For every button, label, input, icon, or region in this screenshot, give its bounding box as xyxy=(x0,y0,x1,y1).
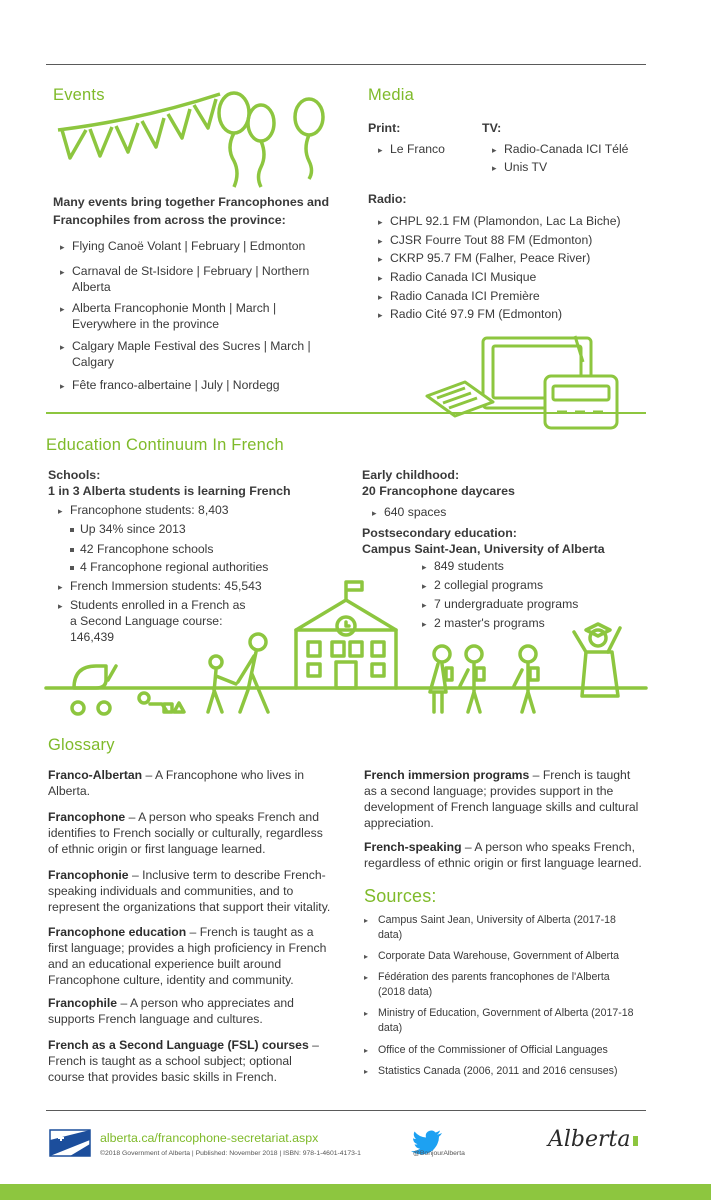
source-item: ▸ Office of the Commissioner of Official Languages xyxy=(364,1044,608,1056)
twitter-handle: @BonjourAlberta xyxy=(413,1150,465,1157)
glossary-entry: French as a Second Language (FSL) courses – French is taught as a school subject; optional course that provides basic skills in French. xyxy=(48,1038,319,1084)
event-item: ▸ Fête franco-albertaine | July | Nordegg xyxy=(60,378,280,392)
events-heading: Events xyxy=(53,86,105,104)
postsecondary-item: ▸ 2 master's programs xyxy=(422,616,545,630)
glossary-entry: Francophile – A person who appreciates and supports French language and cultures. xyxy=(48,996,294,1026)
tv-label: TV: xyxy=(482,121,502,135)
glossary-entry: Francophone – A person who speaks French and identifies to French socially or culturally, regardless of ethnic origin or first language learned. xyxy=(48,810,323,856)
radio-item: ▸ CHPL 92.1 FM (Plamondon, Lac La Biche) xyxy=(378,214,621,228)
print-label: Print: xyxy=(368,121,401,135)
event-item: ▸ Flying Canoë Volant | February | Edmonton xyxy=(60,239,306,253)
media-heading: Media xyxy=(368,86,414,104)
schools-item: ▸ Francophone students: 8,403 xyxy=(58,503,229,517)
early-item: ▸ 640 spaces xyxy=(372,505,447,519)
footer-color-bar xyxy=(0,1184,711,1200)
glossary-entry: Francophonie – Inclusive term to describe French-speaking individuals and communities, and to represent the organizations that support their vitality. xyxy=(48,868,331,914)
footer-divider xyxy=(46,1110,646,1111)
education-continuum-illustration xyxy=(46,590,646,730)
postsecondary-item: ▸ 849 students xyxy=(422,559,504,573)
events-media-divider xyxy=(46,412,646,414)
radio-item: ▸ CJSR Fourre Tout 88 FM (Edmonton) xyxy=(378,233,593,247)
tv-item: ▸ Radio-Canada ICI Télé xyxy=(492,142,629,156)
radio-label: Radio: xyxy=(368,192,407,206)
schools-subitem: 4 Francophone regional authorities xyxy=(70,559,320,575)
print-item: ▸ Le Franco xyxy=(378,142,445,156)
schools-item: ▸ Students enrolled in a French as a Second Language course: 146,439 xyxy=(58,598,246,644)
schools-subitem: 42 Francophone schools xyxy=(70,541,320,557)
radio-item: ▸ CKRP 95.7 FM (Falher, Peace River) xyxy=(378,251,591,265)
sources-heading: Sources: xyxy=(364,886,437,906)
postsecondary-item: ▸ 7 undergraduate programs xyxy=(422,597,579,611)
source-item: ▸ Ministry of Education, Government of Alberta (2017-18 data) xyxy=(364,1007,634,1034)
postsecondary-institution: Campus Saint-Jean, University of Alberta xyxy=(362,542,605,556)
schools-item: ▸ French Immersion students: 45,543 xyxy=(58,579,262,593)
schools-stat: 1 in 3 Alberta students is learning French xyxy=(48,484,291,498)
schools-subitem: Up 34% since 2013 xyxy=(70,521,320,537)
glossary-entry: Franco-Albertan – A Francophone who lives in Alberta. xyxy=(48,768,305,798)
education-heading: Education Continuum In French xyxy=(46,436,284,454)
alberta-logo xyxy=(548,1127,638,1152)
early-childhood-label: Early childhood: xyxy=(362,468,460,482)
postsecondary-item: ▸ 2 collegial programs xyxy=(422,578,544,592)
events-intro: Many events bring together Francophones and Francophiles from across the province: xyxy=(53,195,330,227)
radio-item: ▸ Radio Canada ICI Première xyxy=(378,289,540,303)
glossary-entry: French immersion programs – French is taught as a second language; provides support in the development of French language skills and cultural appreciation. xyxy=(364,768,639,830)
bunting-balloons-illustration xyxy=(50,90,340,190)
radio-item: ▸ Radio Canada ICI Musique xyxy=(378,270,537,284)
alberta-logo-text: Alberta xyxy=(548,1127,631,1152)
tv-item: ▸ Unis TV xyxy=(492,160,548,174)
glossary-entry: Francophone education – French is taught as a first language; provides a high proficiency in French and an educational experience built around Francophone culture, identity and community. xyxy=(48,925,327,987)
early-childhood-stat: 20 Francophone daycares xyxy=(362,484,515,498)
glossary-entry: French-speaking – A person who speaks French, regardless of ethnic origin or first language learned. xyxy=(364,840,642,870)
footer-url-link[interactable]: alberta.ca/francophone-secretariat.aspx xyxy=(100,1131,319,1145)
postsecondary-label: Postsecondary education: xyxy=(362,526,517,540)
source-item: ▸ Corporate Data Warehouse, Government of Alberta xyxy=(364,950,620,962)
event-item: ▸ Alberta Francophonie Month | March | Everywhere in the province xyxy=(60,301,277,331)
alberta-logo-mark xyxy=(633,1136,638,1146)
francophone-flag-icon xyxy=(50,1130,90,1156)
source-item: ▸ Fédération des parents francophones de l'Alberta (2018 data) xyxy=(364,971,610,998)
event-item: ▸ Calgary Maple Festival des Sucres | March | Calgary xyxy=(60,339,311,369)
footer-copyright: ©2018 Government of Alberta | Published: November 2018 | ISBN: 978-1-4601-4173-1 xyxy=(100,1150,361,1157)
radio-item: ▸ Radio Cité 97.9 FM (Edmonton) xyxy=(378,307,563,321)
media-illustration xyxy=(425,332,635,432)
source-item: ▸ Campus Saint Jean, University of Alberta (2017-18 data) xyxy=(364,914,616,941)
source-item: ▸ Statistics Canada (2006, 2011 and 2016 censuses) xyxy=(364,1065,618,1077)
schools-label: Schools: xyxy=(48,468,101,482)
event-item: ▸ Carnaval de St-Isidore | February | Northern Alberta xyxy=(60,264,310,294)
glossary-heading: Glossary xyxy=(48,736,115,754)
top-divider xyxy=(46,64,646,65)
